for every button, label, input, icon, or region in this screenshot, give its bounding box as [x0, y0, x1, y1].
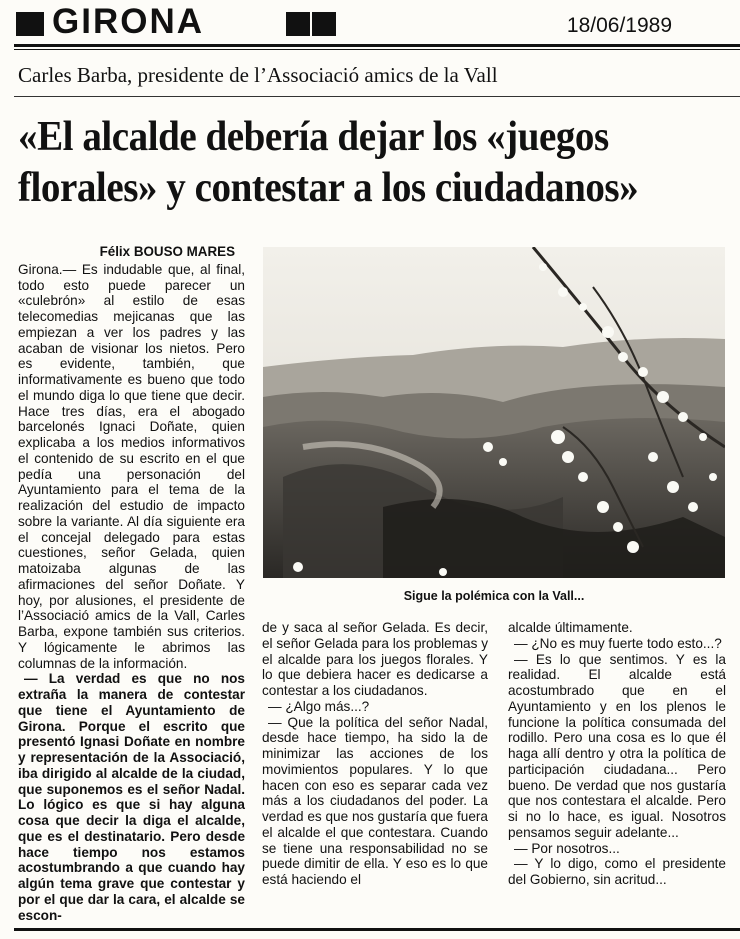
paragraph: — La verdad es que no nos extraña la manera de contestar que tiene el Ayuntamiento de Girona. Porque el escrito que presentó Ignasi Doñate en nombre y representación de la Associació, iba dirigido al alcalde de la ciudad, que suponemos es el señor Nadal. Lo lógico es que si hay alguna cosa que decir la diga el alcalde, que es el destinatario. Pero desde hace tiempo nos estamos acostumbrando a que cuando hay algún tema grave que contestar y por el que dar la cara, el alcalde se escon- — [18, 671, 245, 923]
article-photo — [263, 247, 725, 578]
headline: «El alcalde debería dejar los «juegos florales» y contestar a los ciudadanos» — [18, 114, 639, 211]
byline: Félix BOUSO MARES — [99, 244, 235, 259]
paragraph: — ¿No es muy fuerte todo esto...? — [514, 635, 722, 651]
paragraph: — Que la política del señor Nadal, desde hace tiempo, ha sido la de minimizar las acciones de los movimientos populares. Y lo que hacen con eso es separar cada vez más a los ciudadanos del poder. La verdad es que nos gustaría que fuera el alcalde el que contestara. Cuando se tiene una responsabilidad no se puede dimitir de ella. Y eso es lo que está haciendo el — [262, 714, 488, 887]
paragraph: — Por nosotros... — [514, 840, 620, 856]
black-square-icon — [286, 12, 310, 36]
kicker-rule — [14, 96, 740, 97]
section-header — [14, 4, 732, 46]
black-square-icon — [312, 12, 336, 36]
kicker: Carles Barba, presidente de l’Associació amics de la Vall — [18, 63, 498, 87]
header-rule — [14, 44, 740, 47]
section-title: GIRONA — [52, 2, 204, 41]
publication-date: 18/06/1989 — [566, 14, 672, 37]
article-column-1 — [18, 244, 245, 923]
article-column-2 — [262, 620, 488, 888]
paragraph: — Y lo digo, como el presidente del Gobierno, sin acritud... — [508, 856, 726, 887]
paragraph: alcalde últimamente. — [508, 620, 633, 635]
paragraph: Girona.— Es indudable que, al final, todo esto puede parecer un «culebrón» al estilo de esas telecomedias mejicanas que las empiezan a ver los padres y las acaban de visionar los nietos. Pero es evidente, también, que informativamente es bueno que todo el mundo diga lo que tiene que decir. Hace tres días, era el abogado barcelonés Ignaci Doñate, quien explicaba a los medios informativos el contenido de su escrito en el que pedía una personación del Ayuntamiento para el tema de la realización del estudio de impacto sobre la variante. Al día siguiente era el concejal delegado para estas cuestiones, señor Gelada, quien matoizaba algunas de las afirmaciones del señor Doñate. Y hoy, por alusiones, el presidente de l’Associació amics de la Vall, Carles Barba, expone también sus criterios. Y lógicamente le abrimos las columnas de la información. — [18, 261, 245, 671]
footer-rule — [14, 928, 740, 931]
black-square-icon — [16, 12, 44, 36]
paragraph: — Es lo que sentimos. Y es la realidad. El alcalde está acostumbrado que en el Ayuntamiento y en los plenos le funcione la política consumada del rodillo. Pero una cosa es lo que él haga allí dentro y otra la política de participación ciudadana... Pero bueno. De verdad que nos gustaría que nos contestara el alcalde. Pero si no lo hace, es igual. Nosotros pensamos seguir adelante... — [508, 651, 726, 840]
header-rule-thin — [14, 49, 740, 50]
paragraph: de y saca al señor Gelada. Es decir, el señor Gelada para los problemas y el alcalde para los juegos florales. Y lo que debiera hacer es dedicarse a contestar a los ciudadanos. — [262, 620, 488, 698]
paragraph: — ¿Algo más...? — [268, 698, 370, 714]
article-column-3 — [508, 620, 726, 888]
photo-caption: Sigue la polémica con la Vall... — [403, 589, 585, 603]
